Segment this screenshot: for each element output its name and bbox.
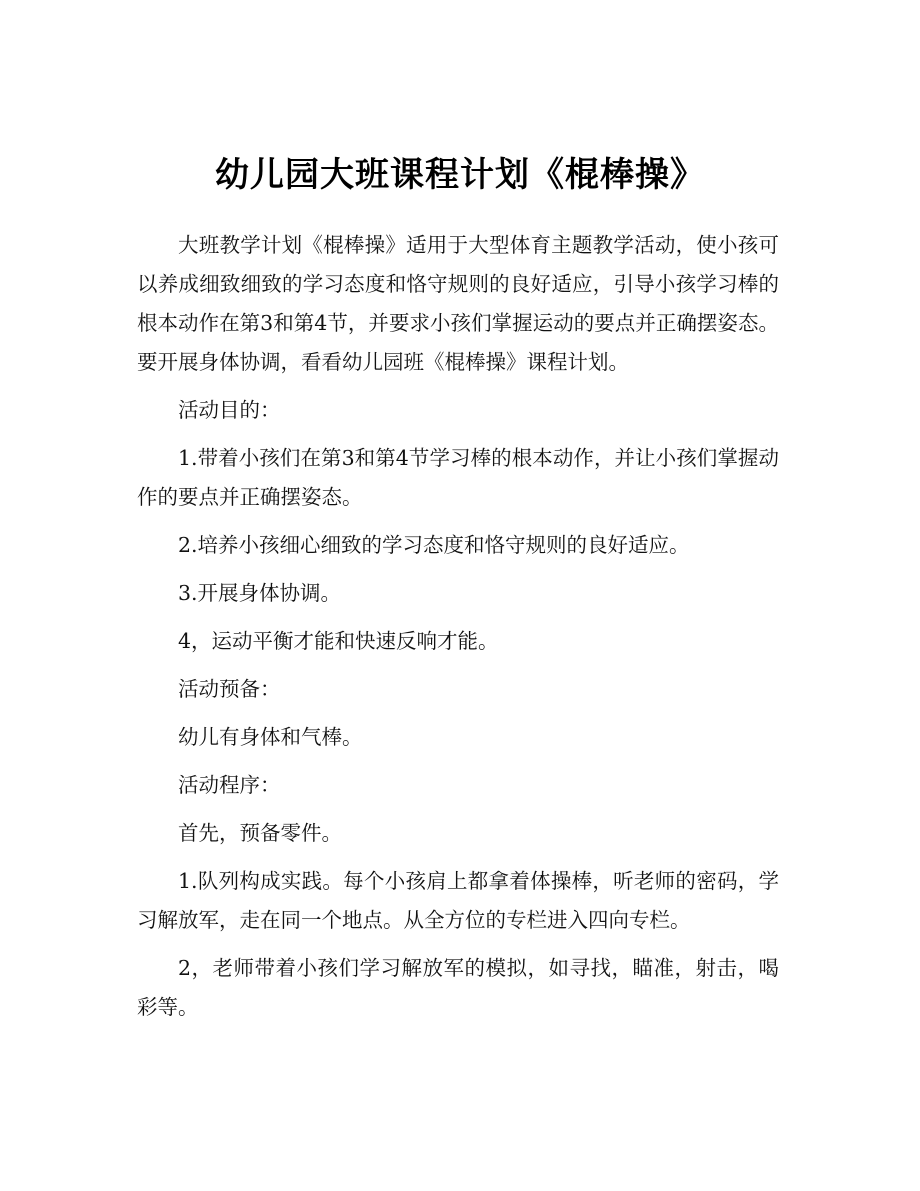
objective-item: 1.带着小孩们在第3和第4节学习棒的根本动作，并让小孩们掌握动作的要点并正确摆姿态。 <box>137 446 779 509</box>
procedure-step: 2，老师带着小孩们学习解放军的模拟，如寻找，瞄准，射击，喝彩等。 <box>137 956 779 1019</box>
objective-item: 2.培养小孩细心细致的学习态度和恪守规则的良好适应。 <box>178 533 690 557</box>
section-heading-procedure: 活动程序： <box>178 773 281 797</box>
document-title: 幼儿园大班课程计划《棍棒操》 <box>215 154 705 195</box>
procedure-step: 首先，预备零件。 <box>178 821 342 845</box>
procedure-step: 1.队列构成实践。每个小孩肩上都拿着体操棒，听老师的密码，学习解放军，走在同一个地点。从全方位的专栏进入四向专栏。 <box>137 869 779 932</box>
section-heading-preparation: 活动预备： <box>178 677 281 701</box>
objective-item: 3.开展身体协调。 <box>178 581 342 605</box>
preparation-text: 幼儿有身体和气棒。 <box>178 725 363 749</box>
document-body <box>137 226 779 1027</box>
intro-paragraph: 大班教学计划《棍棒操》适用于大型体育主题教学活动，使小孩可以养成细致细致的学习态度和恪守规则的良好适应，引导小孩学习棒的根本动作在第3和第4节，并要求小孩们掌握运动的要点并正确摆姿态。要开展身体协调，看看幼儿园班《棍棒操》课程计划。 <box>137 233 779 374</box>
section-heading-objectives: 活动目的： <box>178 398 281 422</box>
objective-item: 4，运动平衡才能和快速反响才能。 <box>178 629 499 653</box>
